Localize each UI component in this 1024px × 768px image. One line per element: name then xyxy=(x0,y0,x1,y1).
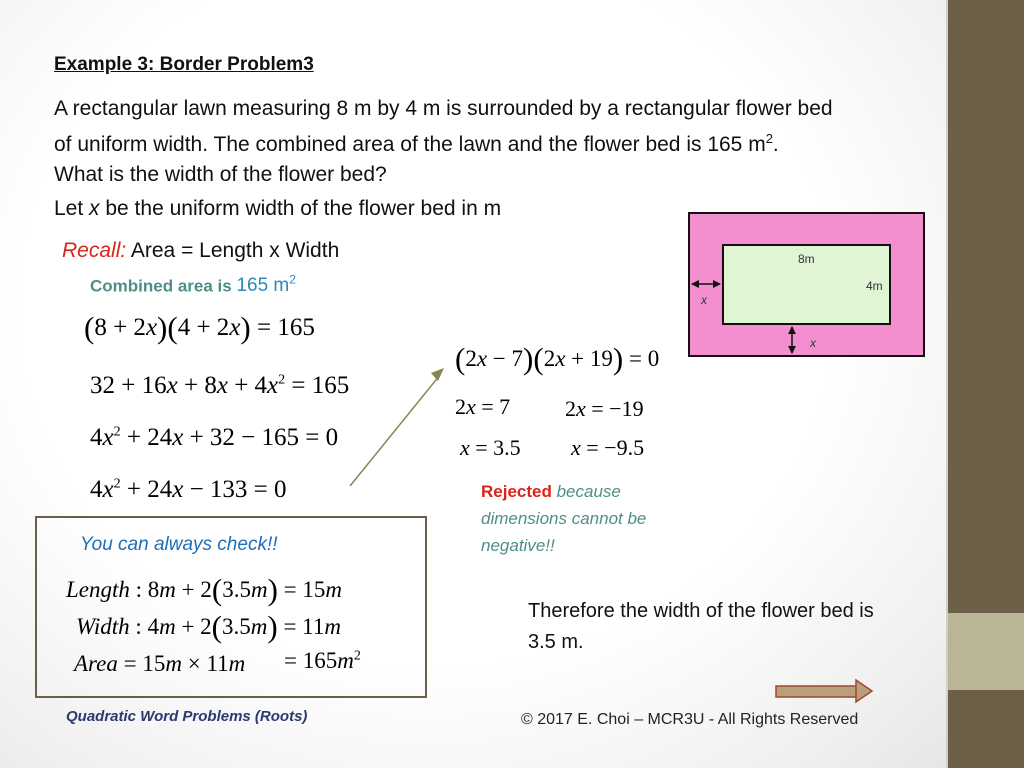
eq2-t1: 32 + 16 xyxy=(90,372,167,399)
eq2-v2: x xyxy=(216,372,228,399)
let-x-pre: Let xyxy=(54,197,90,220)
problem-period: . xyxy=(772,133,779,156)
eq3-v2: x xyxy=(172,424,184,451)
connector-arrow xyxy=(350,375,440,486)
left-x-label: x xyxy=(701,293,707,307)
bottom-x-label: x xyxy=(810,336,816,350)
length-close: ) xyxy=(267,572,278,607)
width-m3: m xyxy=(324,614,341,639)
eq1-open: ( xyxy=(84,310,95,345)
sol4-rhs: = −9.5 xyxy=(580,435,645,460)
footer-copyright: © 2017 E. Choi – MCR3U - All Rights Reserved xyxy=(521,711,859,728)
fac-v2: x xyxy=(555,346,566,371)
combined-sup: 2 xyxy=(289,273,296,287)
sol2-rhs: = −19 xyxy=(585,396,644,421)
area-b: × 11 xyxy=(181,651,229,676)
sol1-rhs: = 7 xyxy=(475,394,511,419)
area-a: = 15 xyxy=(117,651,166,676)
length-m2: m xyxy=(250,577,268,602)
lawn-length-label: 8m xyxy=(798,252,815,266)
eq2-t2: + 8 xyxy=(177,372,217,399)
connector-arrowhead xyxy=(431,368,444,381)
conclusion: Therefore the width of the flower bed is 3.5 m. xyxy=(528,600,874,653)
eq4-sup: 2 xyxy=(113,476,121,492)
width-b: + 2 xyxy=(175,614,212,639)
width-a: : 4 xyxy=(129,614,160,639)
eq1-a: 8 + 2 xyxy=(94,314,146,341)
eq4-t2: + 24 xyxy=(120,476,173,503)
problem-line-3: What is the width of the flower bed? xyxy=(54,163,387,186)
eq1-var2: x xyxy=(229,314,241,341)
width-eq: = 11 xyxy=(277,614,325,639)
lawn-width-label: 4m xyxy=(866,279,883,293)
area-name: Area xyxy=(74,651,118,676)
eq1-close: ) xyxy=(240,310,251,345)
width-c: 3.5 xyxy=(222,614,251,639)
rejected-label: Rejected xyxy=(481,482,552,501)
sol3-rhs: = 3.5 xyxy=(469,435,521,460)
problem-superscript: 2 xyxy=(765,131,773,146)
fac-a: 2 xyxy=(465,346,477,371)
eq2-v1: x xyxy=(166,372,178,399)
next-arrow-button[interactable] xyxy=(776,680,872,702)
eq4-v2: x xyxy=(172,476,184,503)
eq1-b: 4 + 2 xyxy=(177,314,230,341)
eq1-rest: = 165 xyxy=(250,314,315,341)
rejected-text: because dimensions cannot be negative!! xyxy=(481,482,647,555)
sol2-v: x xyxy=(576,396,586,421)
width-close: ) xyxy=(267,609,278,644)
eq2-v3: x xyxy=(267,372,279,399)
eq3-t2: + 24 xyxy=(120,424,173,451)
width-open: ( xyxy=(211,609,222,644)
length-m1: m xyxy=(159,577,176,602)
check-title: You can always check!! xyxy=(80,534,278,555)
fac-mid: )( xyxy=(523,341,544,376)
fac-b2: + 19 xyxy=(565,346,613,371)
length-c: 3.5 xyxy=(222,577,251,602)
area-sup: 2 xyxy=(353,648,361,664)
length-a: : 8 xyxy=(129,577,160,602)
fac-rest: = 0 xyxy=(623,346,660,371)
area-m2: m xyxy=(228,651,246,676)
recall-text: Area = Length x Width xyxy=(126,239,340,262)
combined-value-text: 165 m xyxy=(236,275,290,297)
sol2-lhs: 2 xyxy=(565,396,576,421)
footer-topic: Quadratic Word Problems (Roots) xyxy=(66,708,308,725)
problem-line-2: of uniform width. The combined area of the lawn and the flower bed is 165 m xyxy=(54,133,766,156)
sol1-v: x xyxy=(466,394,476,419)
next-arrow-shaft[interactable] xyxy=(776,686,858,697)
eq3-t1: 4 xyxy=(90,424,103,451)
width-m1: m xyxy=(159,614,176,639)
width-name: Width xyxy=(76,614,130,639)
eq2-sup: 2 xyxy=(278,372,286,388)
width-m2: m xyxy=(250,614,268,639)
area-eq: = 165 xyxy=(284,648,338,673)
length-name: Length xyxy=(66,577,130,602)
combined-text: Combined area is xyxy=(90,276,237,296)
eq2-rest: = 165 xyxy=(285,372,350,399)
fac-close: ) xyxy=(612,341,624,376)
sol1-lhs: 2 xyxy=(455,394,466,419)
length-eq: = 15 xyxy=(277,577,326,602)
sol4-v: x xyxy=(571,435,581,460)
eq1-var1: x xyxy=(145,314,158,341)
eq3-sup: 2 xyxy=(113,424,121,440)
eq4-t1: 4 xyxy=(90,476,103,503)
area-m3: m xyxy=(337,648,354,673)
area-m1: m xyxy=(165,651,182,676)
let-x-var: x xyxy=(89,197,100,220)
eq3-rest: + 32 − 165 = 0 xyxy=(183,424,339,451)
let-x-post: be the uniform width of the flower bed in m xyxy=(99,197,502,220)
fac-v1: x xyxy=(476,346,488,371)
length-b: + 2 xyxy=(175,577,212,602)
sol3-v: x xyxy=(460,435,470,460)
fac-open: ( xyxy=(455,341,466,376)
fac-a2: − 7 xyxy=(487,346,524,371)
length-m3: m xyxy=(325,577,343,602)
eq4-rest: − 133 = 0 xyxy=(183,476,287,503)
slide-title: Example 3: Border Problem3 xyxy=(54,54,314,75)
problem-line-1: A rectangular lawn measuring 8 m by 4 m is surrounded by a rectangular flower bed xyxy=(54,97,833,120)
eq2-t3: + 4 xyxy=(227,372,268,399)
length-open: ( xyxy=(211,572,223,607)
next-arrow-icon[interactable] xyxy=(856,680,872,702)
eq4-v1: x xyxy=(102,476,114,503)
recall-label: Recall: xyxy=(62,239,127,262)
fac-b: 2 xyxy=(543,346,556,371)
eq1-mid: )( xyxy=(157,310,178,345)
eq3-v1: x xyxy=(102,424,114,451)
